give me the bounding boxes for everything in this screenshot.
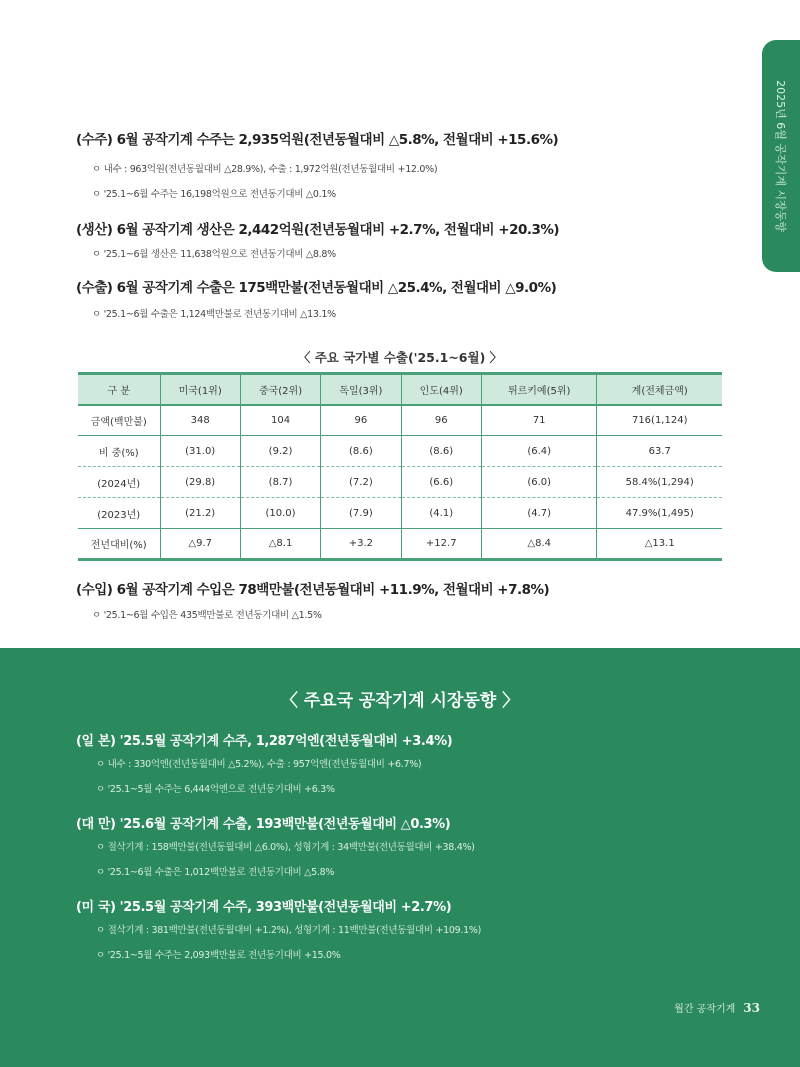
- table-cell: 47.9%(1,495): [597, 498, 722, 529]
- side-tab-label: 2025년 6월 공작기계 시장동향: [774, 80, 787, 232]
- production-heading: (생산) 6월 공작기계 생산은 2,442억원(전년동월대비 +2.7%, 전월대비 +20.3%): [76, 222, 560, 238]
- table-cell: 96: [401, 405, 481, 436]
- table-cell: (10.0): [240, 498, 320, 529]
- row-label: (2024년): [78, 467, 160, 498]
- table-row: [78, 467, 722, 498]
- row-label: (2023년): [78, 498, 160, 529]
- table-cell: (4.7): [481, 498, 597, 529]
- japan-heading: (일 본) '25.5월 공작기계 수주, 1,287억엔(전년동월대비 +3.4%): [76, 734, 453, 749]
- table-cell: (8.7): [240, 467, 320, 498]
- table-cell: +12.7: [401, 529, 481, 560]
- table-cell: 71: [481, 405, 597, 436]
- header-cell: 중국(2위): [240, 374, 320, 405]
- header-cell: 독일(3위): [321, 374, 401, 405]
- table-cell: △9.7: [160, 529, 240, 560]
- market-trends-panel: [0, 648, 800, 1067]
- table-cell: (21.2): [160, 498, 240, 529]
- taiwan-bullet: ㅇ 절삭기계 : 158백만불(전년동월대비 △6.0%), 성형기계 : 34백만불(전년동월대비 +38.4%): [96, 842, 475, 853]
- export-bullet: ㅇ '25.1~6월 수출은 1,124백만불로 전년동기대비 △13.1%: [92, 309, 336, 320]
- header-cell: 인도(4위): [401, 374, 481, 405]
- page-number: 33: [743, 1001, 760, 1015]
- row-label: 비 중(%): [78, 436, 160, 467]
- usa-heading: (미 국) '25.5월 공작기계 수주, 393백만불(전년동월대비 +2.7%): [76, 900, 452, 915]
- table-cell: (9.2): [240, 436, 320, 467]
- table-cell: (6.0): [481, 467, 597, 498]
- table-cell: (6.4): [481, 436, 597, 467]
- orders-heading: (수주) 6월 공작기계 수주는 2,935억원(전년동월대비 △5.8%, 전월대비 +15.6%): [76, 132, 559, 148]
- import-heading: (수입) 6월 공작기계 수입은 78백만불(전년동월대비 +11.9%, 전월대비 +7.8%): [76, 582, 550, 598]
- market-title: 〈 주요국 공작기계 시장동향 〉: [280, 691, 520, 711]
- table-row: [78, 436, 722, 467]
- header-cell: 미국(1위): [160, 374, 240, 405]
- header-cell: 계(전체금액): [597, 374, 722, 405]
- row-label: 전년대비(%): [78, 529, 160, 560]
- import-bullet: ㅇ '25.1~6월 수입은 435백만불로 전년동기대비 △1.5%: [92, 610, 322, 621]
- table-row: [78, 405, 722, 436]
- table-cell: △8.4: [481, 529, 597, 560]
- usa-bullet: ㅇ 절삭기계 : 381백만불(전년동월대비 +1.2%), 성형기계 : 11백만불(전년동월대비 +109.1%): [96, 925, 481, 936]
- table-cell: (8.6): [321, 436, 401, 467]
- table-cell: △8.1: [240, 529, 320, 560]
- orders-bullet: ㅇ 내수 : 963억원(전년동월대비 △28.9%), 수출 : 1,972억원(전년동월대비 +12.0%): [92, 164, 438, 175]
- taiwan-bullet: ㅇ '25.1~6월 수출은 1,012백만불로 전년동기대비 △5.8%: [96, 867, 335, 878]
- export-heading: (수출) 6월 공작기계 수출은 175백만불(전년동월대비 △25.4%, 전월대비 △9.0%): [76, 280, 557, 296]
- table-cell: 104: [240, 405, 320, 436]
- row-label: 금액(백만불): [78, 405, 160, 436]
- production-bullet: ㅇ '25.1~6월 생산은 11,638억원으로 전년동기대비 △8.8%: [92, 249, 336, 260]
- table-cell: 716(1,124): [597, 405, 722, 436]
- table-cell: 58.4%(1,294): [597, 467, 722, 498]
- side-section-tab: [762, 40, 800, 272]
- table-cell: (8.6): [401, 436, 481, 467]
- export-by-country-table: [78, 372, 722, 561]
- table-caption: 〈 주요 국가별 수출('25.1~6월) 〉: [297, 350, 503, 365]
- table-cell: 63.7: [597, 436, 722, 467]
- page-footer: [674, 1000, 760, 1015]
- table-cell: 96: [321, 405, 401, 436]
- orders-bullet: ㅇ '25.1~6월 수주는 16,198억원으로 전년동기대비 △0.1%: [92, 189, 336, 200]
- taiwan-heading: (대 만) '25.6월 공작기계 수출, 193백만불(전년동월대비 △0.3%): [76, 817, 451, 832]
- table-cell: (31.0): [160, 436, 240, 467]
- footer-label: 월간 공작기계: [674, 1004, 736, 1015]
- header-cell: 구 분: [78, 374, 160, 405]
- header-cell: 튀르키예(5위): [481, 374, 597, 405]
- table-cell: (6.6): [401, 467, 481, 498]
- table-cell: 348: [160, 405, 240, 436]
- table-cell: +3.2: [321, 529, 401, 560]
- table-row: [78, 529, 722, 560]
- usa-bullet: ㅇ '25.1~5월 수주는 2,093백만불로 전년동기대비 +15.0%: [96, 950, 341, 961]
- japan-bullet: ㅇ 내수 : 330억엔(전년동월대비 △5.2%), 수출 : 957억엔(전년동월대비 +6.7%): [96, 759, 422, 770]
- table-cell: (4.1): [401, 498, 481, 529]
- table-cell: (7.9): [321, 498, 401, 529]
- table-cell: △13.1: [597, 529, 722, 560]
- table-row: [78, 498, 722, 529]
- table-header-row: [78, 374, 722, 405]
- table-cell: (7.2): [321, 467, 401, 498]
- table-cell: (29.8): [160, 467, 240, 498]
- japan-bullet: ㅇ '25.1~5월 수주는 6,444억엔으로 전년동기대비 +6.3%: [96, 784, 335, 795]
